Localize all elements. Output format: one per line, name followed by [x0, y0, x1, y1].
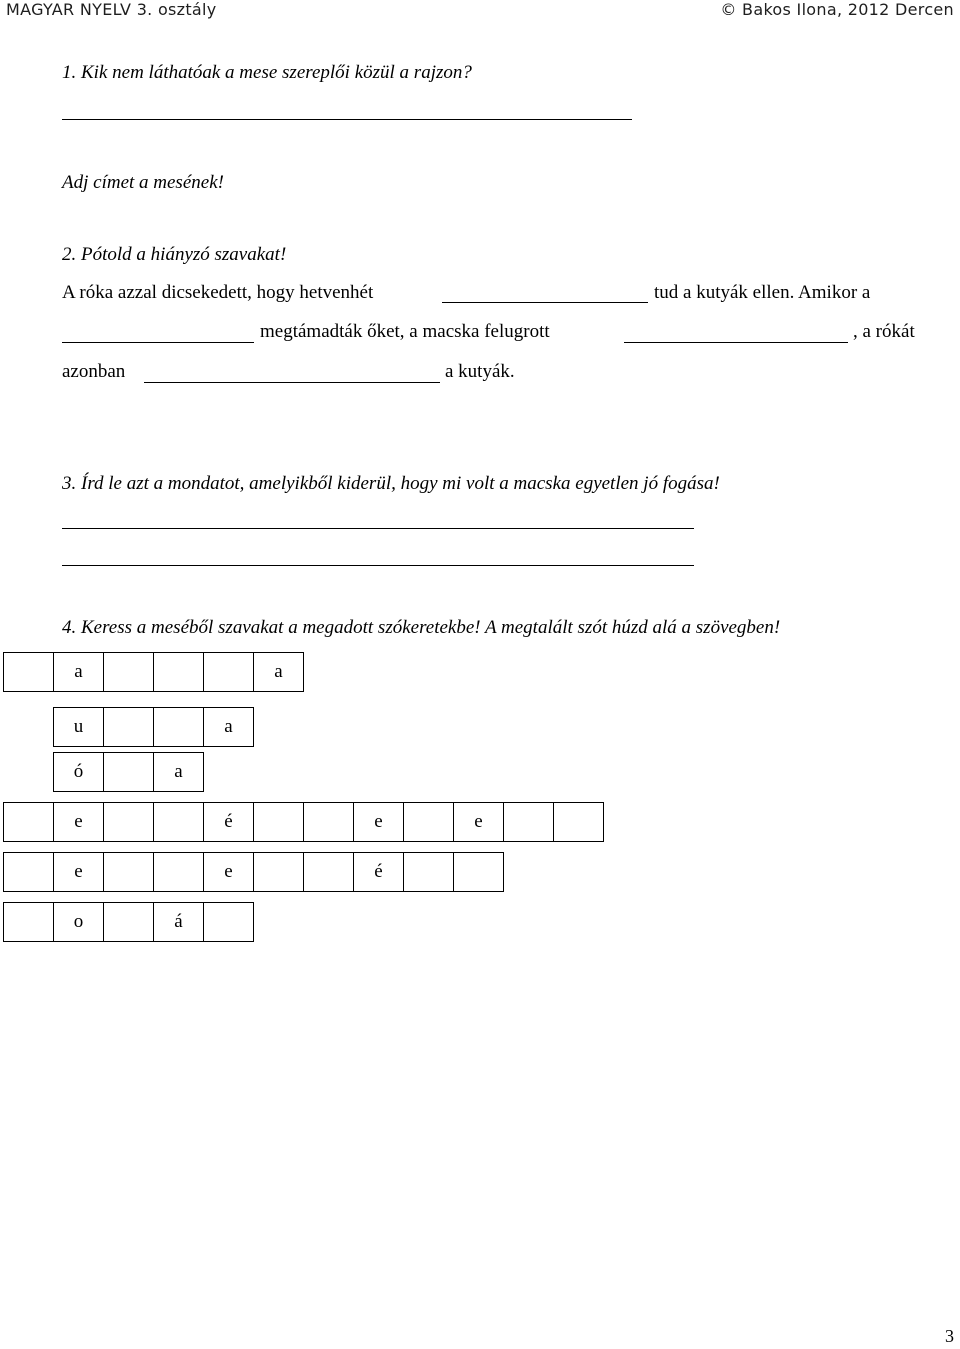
letter-cell[interactable]: [303, 852, 354, 892]
page-number: 3: [945, 1326, 954, 1346]
letter-cell[interactable]: [203, 652, 254, 692]
letter-cell[interactable]: [503, 802, 554, 842]
letter-cell[interactable]: a: [153, 752, 204, 792]
letter-cell[interactable]: e: [353, 802, 404, 842]
blank-2[interactable]: [62, 342, 254, 343]
letter-cell[interactable]: e: [203, 852, 254, 892]
letter-cell[interactable]: e: [53, 802, 104, 842]
letter-cell[interactable]: [403, 802, 454, 842]
letter-cell[interactable]: [153, 852, 204, 892]
letter-cell[interactable]: [3, 852, 54, 892]
answer-line-q3-2[interactable]: [62, 565, 694, 566]
q2-text-2b: , a rókát: [853, 321, 915, 342]
letter-cell[interactable]: a: [203, 707, 254, 747]
letter-cell[interactable]: [3, 902, 54, 942]
frame-spacer: [3, 752, 54, 792]
header-copyright: © Bakos Ilona, 2012 Dercen: [720, 0, 954, 19]
letter-cell[interactable]: [253, 802, 304, 842]
question-3-title: 3. Írd le azt a mondatot, amelyikből kiderül, hogy mi volt a macska egyetlen jó fogása!: [62, 473, 720, 494]
answer-line-q3-1[interactable]: [62, 528, 694, 529]
letter-cell[interactable]: é: [203, 802, 254, 842]
letter-cell[interactable]: é: [353, 852, 404, 892]
q2-text-2a: megtámadták őket, a macska felugrott: [260, 321, 550, 342]
letter-cell[interactable]: [153, 652, 204, 692]
letter-cell[interactable]: [303, 802, 354, 842]
word-frame-row: [3, 902, 253, 942]
letter-cell[interactable]: á: [153, 902, 204, 942]
q2-text-1b: tud a kutyák ellen. Amikor a: [654, 282, 871, 303]
answer-line-q1[interactable]: [62, 119, 632, 120]
letter-cell[interactable]: ó: [53, 752, 104, 792]
letter-cell[interactable]: [403, 852, 454, 892]
letter-cell[interactable]: [103, 652, 154, 692]
blank-3[interactable]: [624, 342, 848, 343]
letter-cell[interactable]: a: [253, 652, 304, 692]
question-4-title: 4. Keress a meséből szavakat a megadott szókeretekbe! A megtalált szót húzd alá a szövegben!: [62, 617, 781, 638]
q2-text-3a: azonban: [62, 361, 126, 382]
letter-cell[interactable]: [103, 902, 154, 942]
letter-cell[interactable]: [553, 802, 604, 842]
letter-cell[interactable]: [103, 707, 154, 747]
word-frame-row: [3, 652, 303, 692]
letter-cell[interactable]: [103, 852, 154, 892]
word-frame-row: [3, 802, 603, 842]
letter-cell[interactable]: [203, 902, 254, 942]
question-2-title: 2. Pótold a hiányzó szavakat!: [62, 244, 287, 265]
blank-1[interactable]: [442, 302, 648, 303]
header-subject: MAGYAR NYELV 3. osztály: [6, 0, 217, 19]
letter-cell[interactable]: [103, 752, 154, 792]
letter-cell[interactable]: e: [453, 802, 504, 842]
frame-spacer: [3, 707, 54, 747]
letter-cell[interactable]: o: [53, 902, 104, 942]
letter-cell[interactable]: [3, 802, 54, 842]
word-frame-row: [3, 852, 503, 892]
word-frame-row: [3, 752, 203, 792]
letter-cell[interactable]: [153, 707, 204, 747]
letter-cell[interactable]: [3, 652, 54, 692]
letter-cell[interactable]: [453, 852, 504, 892]
question-1-title: 1. Kik nem láthatóak a mese szereplői közül a rajzon?: [62, 62, 472, 83]
letter-cell[interactable]: [153, 802, 204, 842]
letter-cell[interactable]: e: [53, 852, 104, 892]
letter-cell[interactable]: u: [53, 707, 104, 747]
question-1-subtask: Adj címet a mesének!: [62, 172, 224, 193]
letter-cell[interactable]: [253, 852, 304, 892]
letter-cell[interactable]: a: [53, 652, 104, 692]
q2-text-3b: a kutyák.: [445, 361, 515, 382]
q2-text-1a: A róka azzal dicsekedett, hogy hetvenhét: [62, 282, 374, 303]
blank-4[interactable]: [144, 382, 440, 383]
word-frame-row: [3, 707, 253, 747]
letter-cell[interactable]: [103, 802, 154, 842]
